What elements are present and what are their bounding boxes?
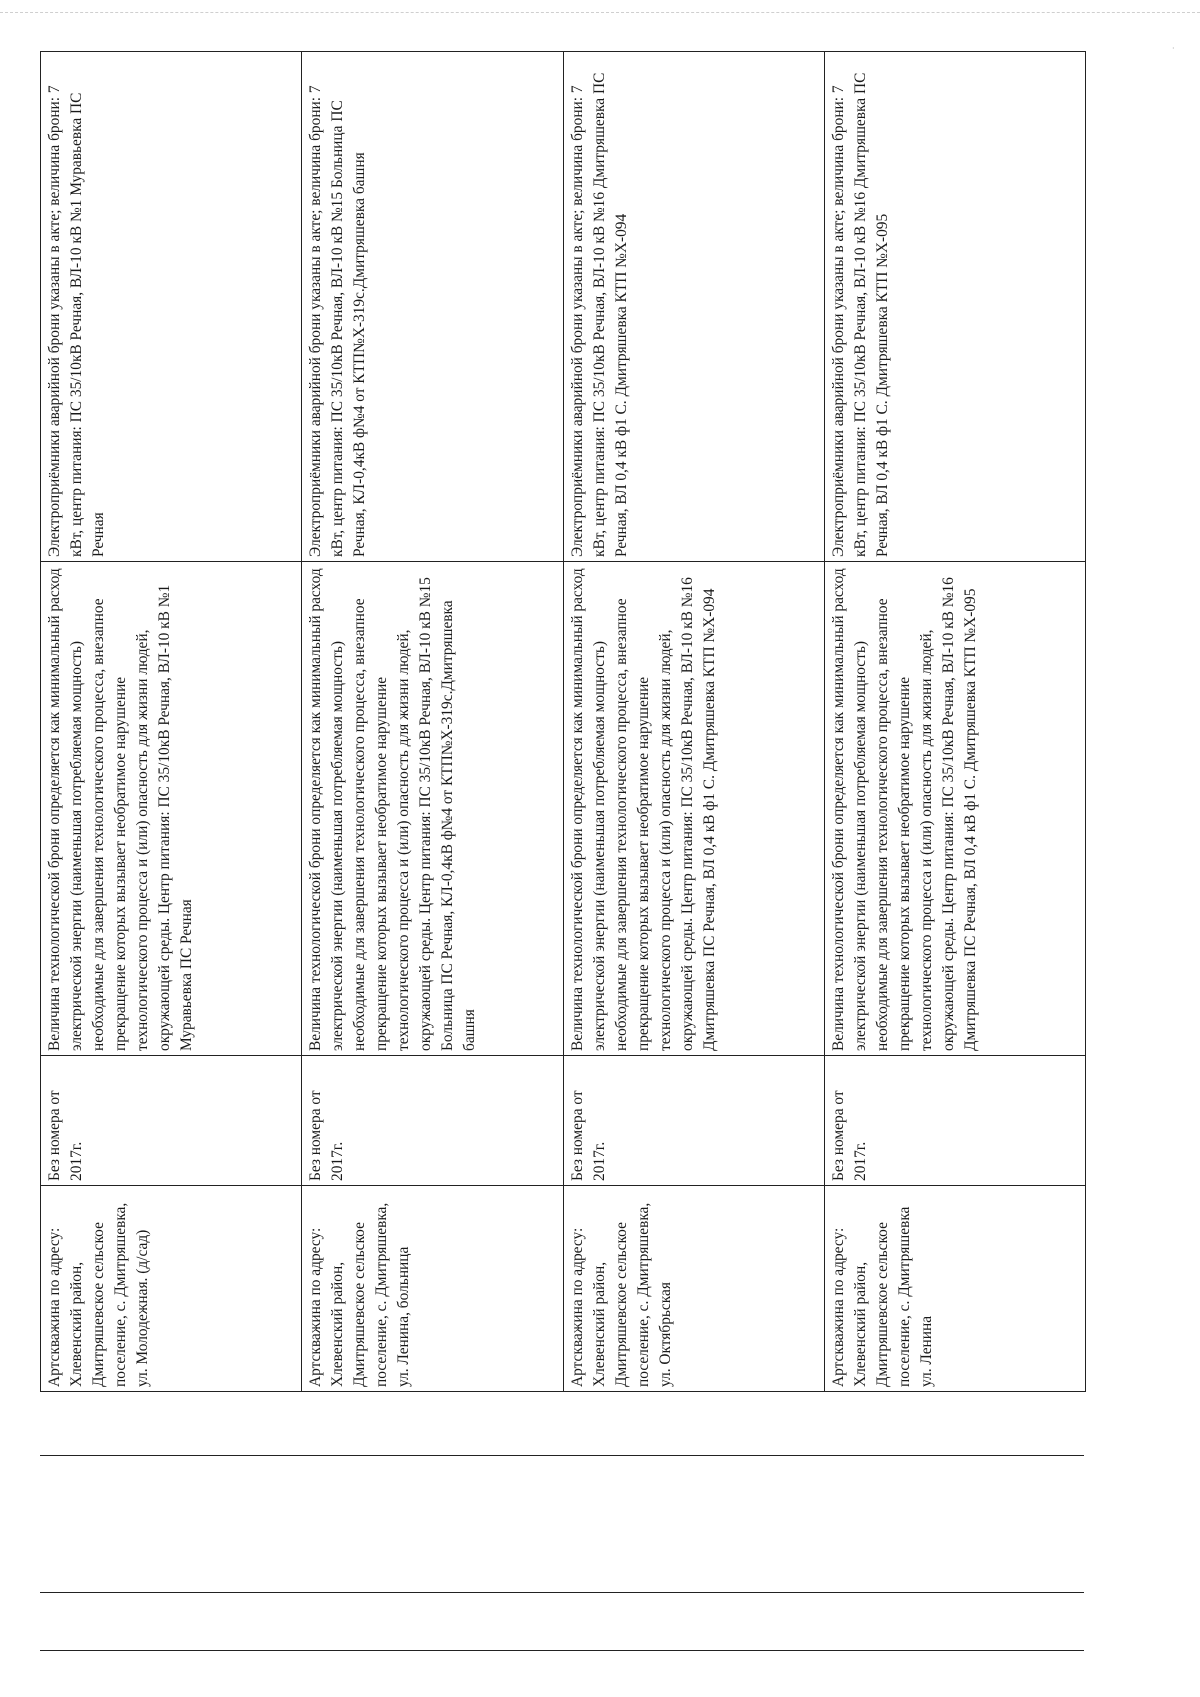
tech-reserve-cell: Величина технологической брони определяется как минимальный расход электрической энергии (наименьшая потребляемая мощность) необходимые для завершения технологического процесса, внезапное прекращение которых вызывает необратимое нарушение технологического процесса и (или) опасность для жизни людей, окружающей среды. Центр питания: ПС 35/10кВ Речная, ВЛ-10 кВ №16 Дмитряшевка ПС Речная, ВЛ 0,4 кВ ф1 С. Дмитряшевка КТП №Х-094: [563, 562, 824, 1056]
emergency-reserve-cell: Электроприёмники аварийной брони указаны в акте; величина брони: 7 кВт, центр питания: ПС 35/10кВ Речная, ВЛ-10 кВ №1 Муравьевка ПС Речная: [41, 52, 302, 562]
act-cell: Без номера от 2017г.: [41, 1056, 302, 1186]
reservation-table: [40, 51, 1086, 1392]
horizontal-rule: [40, 1455, 1084, 1456]
table-row: [302, 52, 563, 1392]
scan-top-edge: [0, 12, 1200, 13]
emergency-reserve-cell: Электроприёмники аварийной брони указаны в акте; величина брони: 7 кВт, центр питания: ПС 35/10кВ Речная, ВЛ-10 кВ №16 Дмитряшевка ПС Речная, ВЛ 0,4 кВ ф1 С. Дмитряшевка КТП №Х-095: [824, 52, 1085, 562]
tech-reserve-cell: Величина технологической брони определяется как минимальный расход электрической энергии (наименьшая потребляемая мощность) необходимые для завершения технологического процесса, внезапное прекращение которых вызывает необратимое нарушение технологического процесса и (или) опасность для жизни людей, окружающей среды. Центр питания: ПС 35/10кВ Речная, ВЛ-10 кВ №16 Дмитряшевка ПС Речная, ВЛ 0,4 кВ ф1 С. Дмитряшевка КТП №Х-095: [824, 562, 1085, 1056]
horizontal-rule: [40, 1592, 1084, 1593]
horizontal-rule: [40, 1650, 1084, 1651]
rotated-table-container: [40, 52, 1086, 1392]
object-cell: Артскважина по адресу: Хлевенский район, Дмитряшевское сельское поселение, с. Дмитряшевка, ул. Ленина, больница: [302, 1186, 563, 1392]
rotated-page-area: [40, 52, 1086, 1392]
act-cell: Без номера от 2017г.: [824, 1056, 1085, 1186]
object-cell: Артскважина по адресу: Хлевенский район, Дмитряшевское сельское поселение, с. Дмитряшевка, ул. Октябрьская: [563, 1186, 824, 1392]
tech-reserve-cell: Величина технологической брони определяется как минимальный расход электрической энергии (наименьшая потребляемая мощность) необходимые для завершения технологического процесса, внезапное прекращение которых вызывает необратимое нарушение технологического процесса и (или) опасность для жизни людей, окружающей среды. Центр питания: ПС 35/10кВ Речная, ВЛ-10 кВ №15 Больница ПС Речная, КЛ-0,4кВ ф№4 от КТП№Х-319с.Дмитряшевка башня: [302, 562, 563, 1056]
scan-speck: ·: [1172, 44, 1175, 53]
emergency-reserve-cell: Электроприёмники аварийной брони указаны в акте; величина брони: 7 кВт, центр питания: ПС 35/10кВ Речная, ВЛ-10 кВ №15 Больница ПС Речная, КЛ-0,4кВ ф№4 от КТП№Х-319с.Дмитряшевка башня: [302, 52, 563, 562]
table-row: [563, 52, 824, 1392]
emergency-reserve-cell: Электроприёмники аварийной брони указаны в акте; величина брони: 7 кВт, центр питания: ПС 35/10кВ Речная, ВЛ-10 кВ №16 Дмитряшевка ПС Речная, ВЛ 0,4 кВ ф1 С. Дмитряшевка КТП №Х-094: [563, 52, 824, 562]
act-cell: Без номера от 2017г.: [302, 1056, 563, 1186]
table-row: [824, 52, 1085, 1392]
object-cell: Артскважина по адресу: Хлевенский район, Дмитряшевское сельское поселение, с. Дмитряшевка ул. Ленина: [824, 1186, 1085, 1392]
tech-reserve-cell: Величина технологической брони определяется как минимальный расход электрической энергии (наименьшая потребляемая мощность) необходимые для завершения технологического процесса, внезапное прекращение которых вызывает необратимое нарушение технологического процесса и (или) опасность для жизни людей, окружающей среды. Центр питания: ПС 35/10кВ Речная, ВЛ-10 кВ №1 Муравьевка ПС Речная: [41, 562, 302, 1056]
table-row: [41, 52, 302, 1392]
object-cell: Артскважина по адресу: Хлевенский район, Дмитряшевское сельское поселение, с. Дмитряшевка, ул. Молодежная. (д/сад): [41, 1186, 302, 1392]
act-cell: Без номера от 2017г.: [563, 1056, 824, 1186]
